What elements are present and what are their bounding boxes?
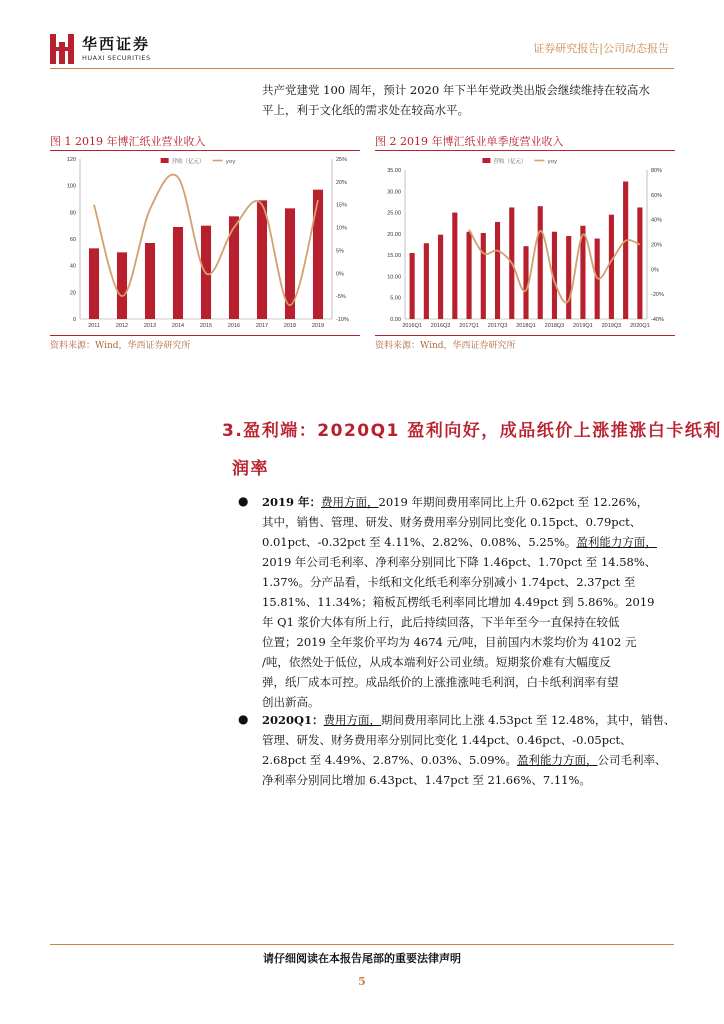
text-line: 0.01pct、-0.32pct 至 4.11%、2.82%、0.08%、5.25%。 (262, 535, 577, 549)
y-tick-label-left: 40 (69, 263, 76, 270)
y-tick-label-left: 100 (66, 183, 76, 190)
y-tick-label-right: -20% (651, 292, 664, 299)
text-line: 管理、研发、财务费用率分别同比变化 1.44pct、0.46pct、-0.05pct、 (262, 733, 632, 747)
x-tick-label: 2019 (311, 323, 325, 329)
report-type: 证券研究报告|公司动态报告 (533, 42, 669, 55)
bar (452, 213, 457, 319)
x-tick-label: 2017 (255, 323, 269, 329)
y-tick-label-left: 0 (72, 317, 76, 323)
y-tick-label-right: 5% (336, 248, 344, 255)
text-line: 15.81%、11.34%；箱板瓦楞纸毛利率同比增加 4.49pct 到 5.86%。2019 (262, 595, 655, 609)
y-tick-label-right: 60% (651, 192, 663, 199)
intro-paragraph (262, 80, 687, 120)
x-tick-label: 2011 (88, 323, 100, 329)
x-tick-label: 2013 (143, 323, 157, 329)
figure2-title: 图 2 2019 年博汇纸业单季度营业收入 (375, 135, 564, 148)
bar (257, 200, 267, 319)
y-tick-label-left: 15.00 (387, 253, 401, 260)
footer-divider (50, 944, 674, 945)
text-line: 年 Q1 浆价大体有所上行，此后持续回落，下半年至今一直保持在较低 (262, 615, 620, 629)
y-tick-label-left: 30.00 (387, 189, 401, 196)
x-tick-label: 2016 (227, 323, 241, 329)
bar (566, 236, 571, 319)
y-tick-label-left: 0.00 (390, 317, 401, 323)
y-tick-label-left: 35.00 (387, 168, 401, 174)
x-tick-label: 2018Q1 (516, 323, 536, 329)
text-line: 创出新高。 (262, 695, 320, 709)
x-tick-label: 2019Q3 (601, 323, 622, 329)
bullet-heading: 2020Q1： (262, 713, 324, 727)
bullet-2019-text (262, 492, 692, 712)
bullet-dot: ● (238, 712, 249, 726)
text-line: 2019 年公司毛利率、净利率分别同比下降 1.46pct、1.70pct 至 14.58%、 (262, 555, 657, 569)
figure1-top-rule (50, 150, 360, 151)
y-tick-label-right: 25% (336, 157, 348, 163)
x-tick-label: 2016Q3 (430, 323, 451, 329)
y-tick-label-right: 0% (651, 267, 659, 274)
bullet-heading: 2019 年： (262, 495, 322, 509)
x-tick-label: 2019Q1 (573, 323, 593, 329)
bullet-2020q1-text (262, 710, 692, 790)
figure1-source: 资料来源：Wind，华西证券研究所 (50, 341, 191, 351)
y-tick-label-right: 10% (336, 225, 348, 232)
text-line: 位置；2019 全年浆价平均为 4674 元/吨，目前国内木浆均价为 4102 元 (262, 635, 637, 649)
legend-label-line: yoy (547, 159, 558, 165)
x-tick-label: 2017Q3 (487, 323, 508, 329)
text-line: 2.68pct 至 4.49%、2.87%、0.03%、5.09%。 (262, 753, 517, 767)
intro-line: 平上，利于文化纸的需求处在较高水平。 (262, 103, 469, 117)
y-tick-label-left: 120 (66, 157, 76, 163)
figure1-bottom-rule (50, 335, 360, 336)
section-title: 3.盈利端：2020Q1 盈利向好，成品纸价上涨推涨白卡纸利 (222, 421, 722, 441)
legend-label-line: yoy (225, 159, 236, 165)
figure1-chart (50, 152, 360, 332)
profit-label: 盈利能力方面， (516, 753, 598, 767)
text-line: 期间费用率同比上涨 4.53pct 至 12.48%，其中，销售、 (381, 713, 676, 727)
y-tick-label-left: 60 (69, 237, 76, 243)
legend-swatch-bars (161, 158, 169, 163)
bar (173, 227, 183, 319)
y-tick-label-left: 80 (69, 210, 76, 217)
profit-label: 盈利能力方面， (576, 535, 657, 549)
header-divider (50, 68, 674, 69)
legend-label-bars: 营收（亿元） (493, 159, 527, 165)
figure2-chart (375, 152, 675, 332)
y-tick-label-right: 40% (651, 217, 663, 224)
y-tick-label-right: 0% (336, 271, 344, 278)
bar (89, 248, 99, 319)
y-tick-label-right: -5% (336, 294, 346, 301)
y-tick-label-right: 20% (651, 242, 663, 249)
legend-label-bars: 营收（亿元） (171, 159, 205, 165)
figure2-bottom-rule (375, 335, 675, 336)
legal-notice: 请仔细阅读在本报告尾部的重要法律声明 (263, 952, 461, 965)
text-line: 弹，纸厂成本可控。成品纸价的上涨推涨吨毛利润，白卡纸利润率有望 (262, 675, 619, 689)
y-tick-label-right: 80% (651, 168, 663, 174)
y-tick-label-left: 5.00 (390, 295, 401, 302)
x-tick-label: 2020Q1 (630, 323, 650, 329)
figure2-source: 资料来源：Wind，华西证券研究所 (375, 341, 516, 351)
intro-line: 共产党建党 100 周年，预计 2020 年下半年党政类出版会继续维持在较高水 (262, 83, 650, 97)
bar (637, 207, 642, 319)
bar (410, 253, 415, 319)
y-tick-label-left: 10.00 (387, 274, 401, 281)
y-tick-label-left: 25.00 (387, 210, 401, 217)
bar (424, 243, 429, 319)
text-line: 其中，销售、管理、研发、财务费用率分别同比变化 0.15pct、0.79pct、 (262, 515, 642, 529)
x-tick-label: 2017Q1 (459, 323, 479, 329)
section-title-continued: 润率 (232, 459, 269, 479)
y-tick-label-right: -10% (336, 317, 349, 323)
legend-swatch-bars (482, 158, 490, 163)
bar (117, 252, 127, 319)
x-tick-label: 2014 (171, 323, 185, 329)
y-tick-label-left: 20 (69, 290, 76, 297)
cost-label: 费用方面， (321, 495, 379, 509)
bullet-dot: ● (238, 494, 249, 508)
figure1-title: 图 1 2019 年博汇纸业营业收入 (50, 135, 206, 148)
text-line: 2019 年期间费用率同比上升 0.62pct 至 12.26%， (378, 495, 649, 509)
x-tick-label: 2016Q1 (402, 323, 422, 329)
bar (145, 243, 155, 319)
text-line: 1.37%。分产品看，卡纸和文化纸毛利率分别减小 1.74pct、2.37pct 至 (262, 575, 636, 589)
x-tick-label: 2012 (115, 323, 129, 329)
x-tick-label: 2018 (283, 323, 297, 329)
y-tick-label-right: -40% (651, 317, 664, 323)
text-line: 净利率分别同比增加 6.43pct、1.47pct 至 21.66%、7.11%。 (262, 773, 591, 787)
bar (313, 190, 323, 319)
x-tick-label: 2015 (199, 323, 213, 329)
bar (495, 222, 500, 319)
bar (609, 215, 614, 319)
text-line: /吨，依然处于低位，从成本端利好公司业绩。短期浆价难有大幅度反 (262, 655, 611, 669)
company-logo (50, 34, 74, 64)
bar (466, 232, 471, 319)
cost-label: 费用方面， (323, 713, 382, 727)
y-tick-label-right: 20% (336, 179, 348, 186)
bar (538, 206, 543, 319)
bar (438, 235, 443, 319)
bar (481, 233, 486, 319)
text-line: 公司毛利率、 (597, 753, 667, 767)
y-tick-label-right: 15% (336, 202, 348, 209)
company-name: 华西证券 (82, 35, 151, 53)
page-number: 5 (358, 975, 366, 988)
x-tick-label: 2018Q3 (544, 323, 565, 329)
figure2-top-rule (375, 150, 675, 151)
y-tick-label-left: 20.00 (387, 231, 401, 238)
company-name-en: HUAXI SECURITIES (82, 54, 151, 62)
bar (623, 181, 628, 319)
